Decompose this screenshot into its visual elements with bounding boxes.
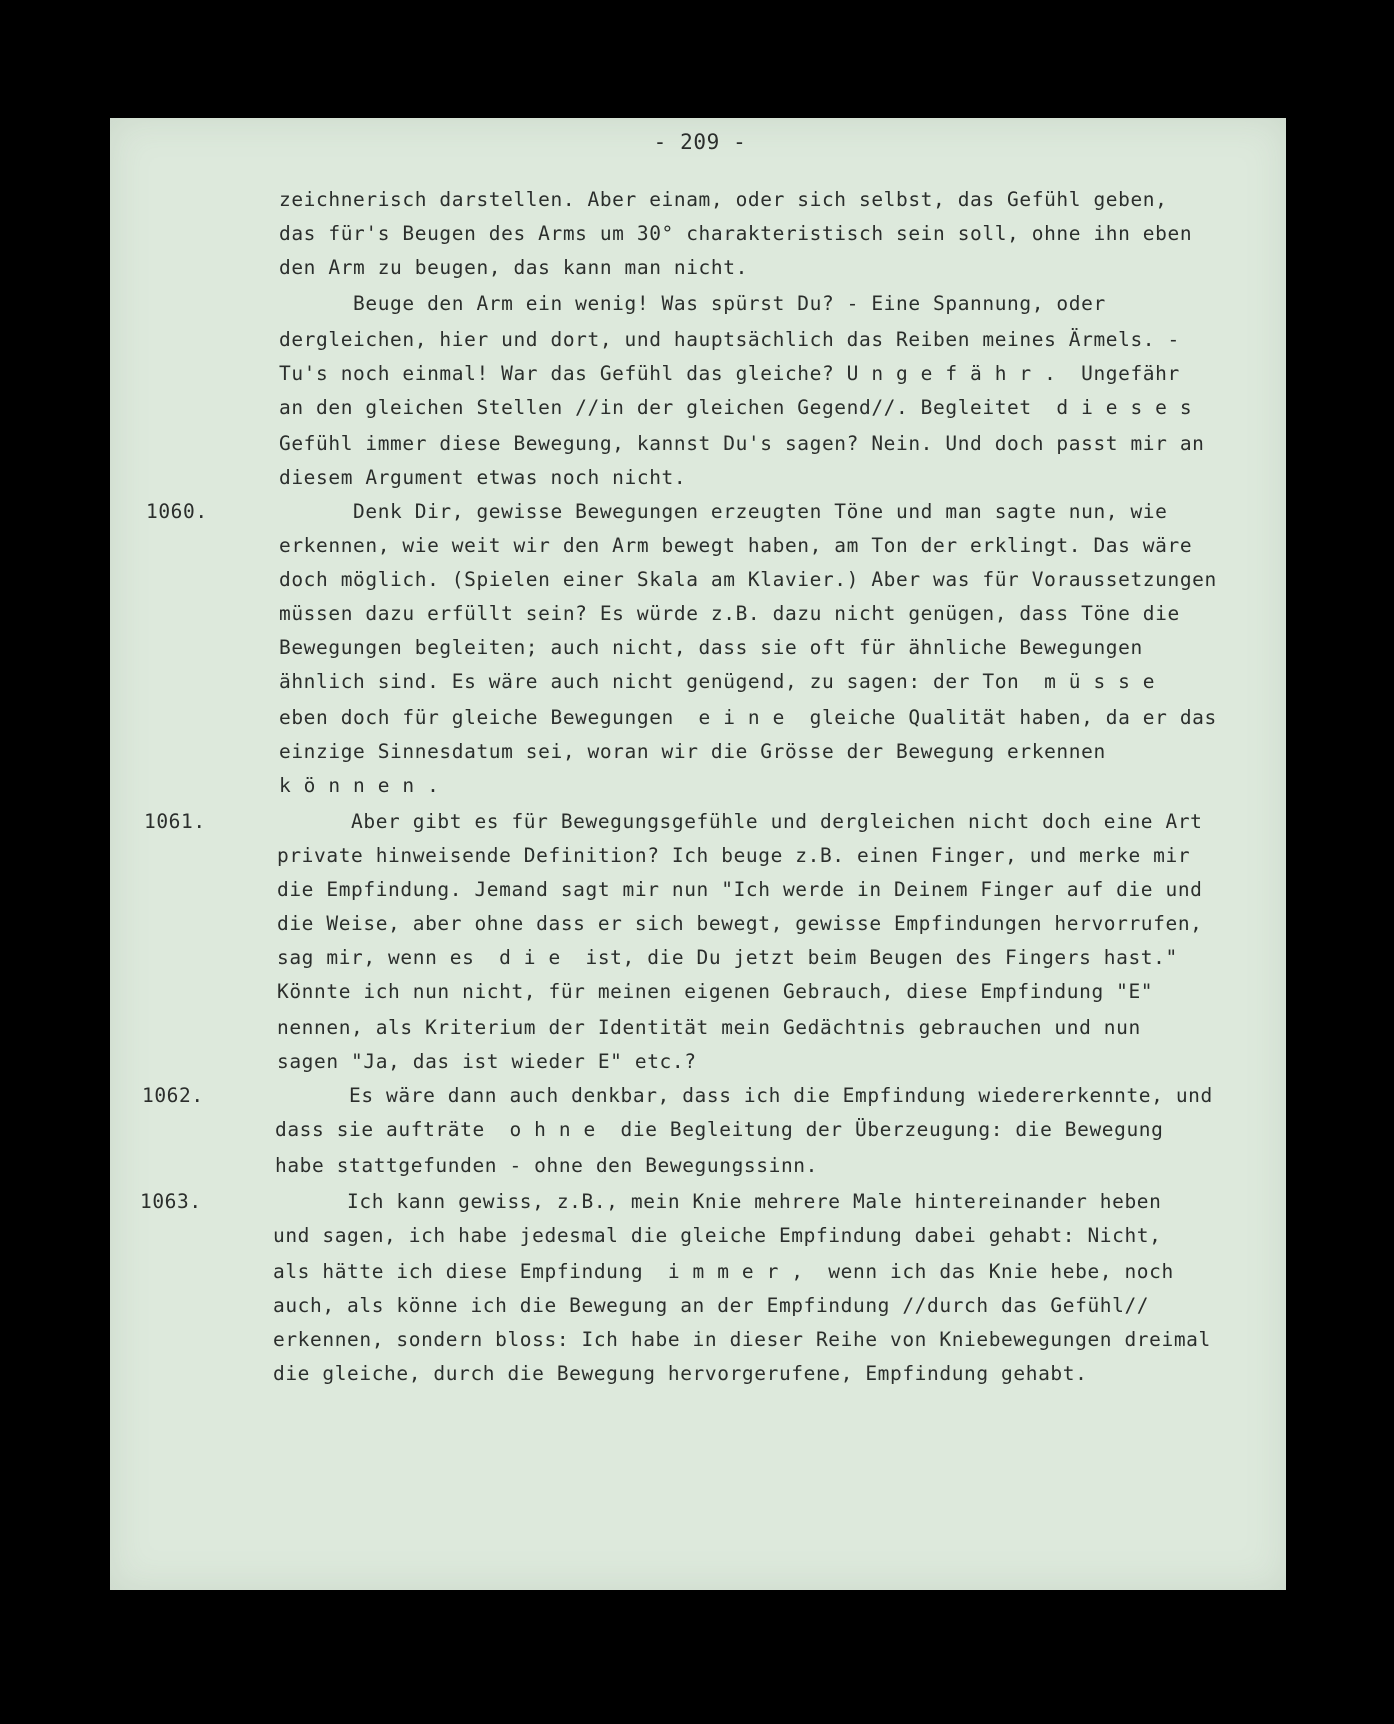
text-line: nennen, als Kriterium der Identität mein Gedächtnis gebrauchen und nun <box>277 1016 1141 1039</box>
text-line: erkennen, wie weit wir den Arm bewegt haben, am Ton der erklingt. Das wäre <box>279 534 1193 557</box>
typescript-page <box>110 118 1286 1590</box>
text-line: dergleichen, hier und dort, und hauptsächlich das Reiben meines Ärmels. - <box>279 328 1180 351</box>
text-line: das für's Beugen des Arms um 30° charakteristisch sein soll, ohne ihn eben <box>279 222 1193 245</box>
text-line: Ich kann gewiss, z.B., mein Knie mehrere Male hintereinander heben <box>273 1190 1162 1213</box>
text-line: Denk Dir, gewisse Bewegungen erzeugten Töne und man sagte nun, wie <box>279 500 1168 523</box>
text-line: Beuge den Arm ein wenig! Was spürst Du? - Eine Spannung, oder <box>279 292 1106 315</box>
text-line: als hätte ich diese Empfindung i m m e r , wenn ich das Knie hebe, noch <box>273 1260 1174 1283</box>
text-line: auch, als könne ich die Bewegung an der Empfindung //durch das Gefühl// <box>273 1294 1150 1317</box>
text-line: und sagen, ich habe jedesmal die gleiche Empfindung dabei gehabt: Nicht, <box>273 1224 1162 1247</box>
text-line: einzige Sinnesdatum sei, woran wir die Grösse der Bewegung erkennen <box>279 740 1106 763</box>
paragraph-number: 1062. <box>142 1084 204 1107</box>
text-line: Tu's noch einmal! War das Gefühl das gleiche? U n g e f ä h r . Ungefähr <box>279 362 1180 385</box>
text-line: die Weise, aber ohne dass er sich bewegt, gewisse Empfindungen hervorrufen, <box>277 912 1203 935</box>
text-line: Könnte ich nun nicht, für meinen eigenen Gebrauch, diese Empfindung "E" <box>277 980 1154 1003</box>
page-number: - 209 - <box>653 130 747 154</box>
text-line: erkennen, sondern bloss: Ich habe in dieser Reihe von Kniebewegungen dreimal <box>273 1328 1211 1351</box>
text-line: habe stattgefunden - ohne den Bewegungssinn. <box>275 1154 818 1177</box>
text-line: doch möglich. (Spielen einer Skala am Klavier.) Aber was für Voraussetzungen <box>279 568 1217 591</box>
paragraph-number: 1061. <box>144 810 206 833</box>
paragraph-number: 1060. <box>146 500 208 523</box>
text-line: die gleiche, durch die Bewegung hervorgerufene, Empfindung gehabt. <box>273 1362 1088 1385</box>
text-line: sag mir, wenn es d i e ist, die Du jetzt beim Beugen des Fingers hast." <box>277 946 1178 969</box>
text-line: an den gleichen Stellen //in der gleichen Gegend//. Begleitet d i e s e s <box>279 396 1193 419</box>
text-line: Aber gibt es für Bewegungsgefühle und dergleichen nicht doch eine Art <box>277 810 1203 833</box>
text-line: ähnlich sind. Es wäre auch nicht genügend, zu sagen: der Ton m ü s s e <box>279 670 1156 693</box>
text-line: Es wäre dann auch denkbar, dass ich die Empfindung wiedererkennte, und <box>275 1084 1213 1107</box>
text-line: diesem Argument etwas noch nicht. <box>279 466 687 489</box>
text-line: Gefühl immer diese Bewegung, kannst Du's sagen? Nein. Und doch passt mir an <box>279 432 1205 455</box>
text-line: k ö n n e n . <box>279 774 440 797</box>
text-line: dass sie aufträte o h n e die Begleitung der Überzeugung: die Bewegung <box>275 1118 1164 1141</box>
text-line: müssen dazu erfüllt sein? Es würde z.B. dazu nicht genügen, dass Töne die <box>279 602 1180 625</box>
text-line: zeichnerisch darstellen. Aber einam, oder sich selbst, das Gefühl geben, <box>279 188 1168 211</box>
page-body <box>110 118 1286 1590</box>
text-line: eben doch für gleiche Bewegungen e i n e gleiche Qualität haben, da er das <box>279 706 1217 729</box>
text-line: die Empfindung. Jemand sagt mir nun "Ich werde in Deinem Finger auf die und <box>277 878 1203 901</box>
text-line: private hinweisende Definition? Ich beuge z.B. einen Finger, und merke mir <box>277 844 1191 867</box>
paragraph-number: 1063. <box>140 1190 202 1213</box>
text-line: Bewegungen begleiten; auch nicht, dass sie oft für ähnliche Bewegungen <box>279 636 1143 659</box>
text-line: den Arm zu beugen, das kann man nicht. <box>279 256 748 279</box>
text-line: sagen "Ja, das ist wieder E" etc.? <box>277 1050 697 1073</box>
